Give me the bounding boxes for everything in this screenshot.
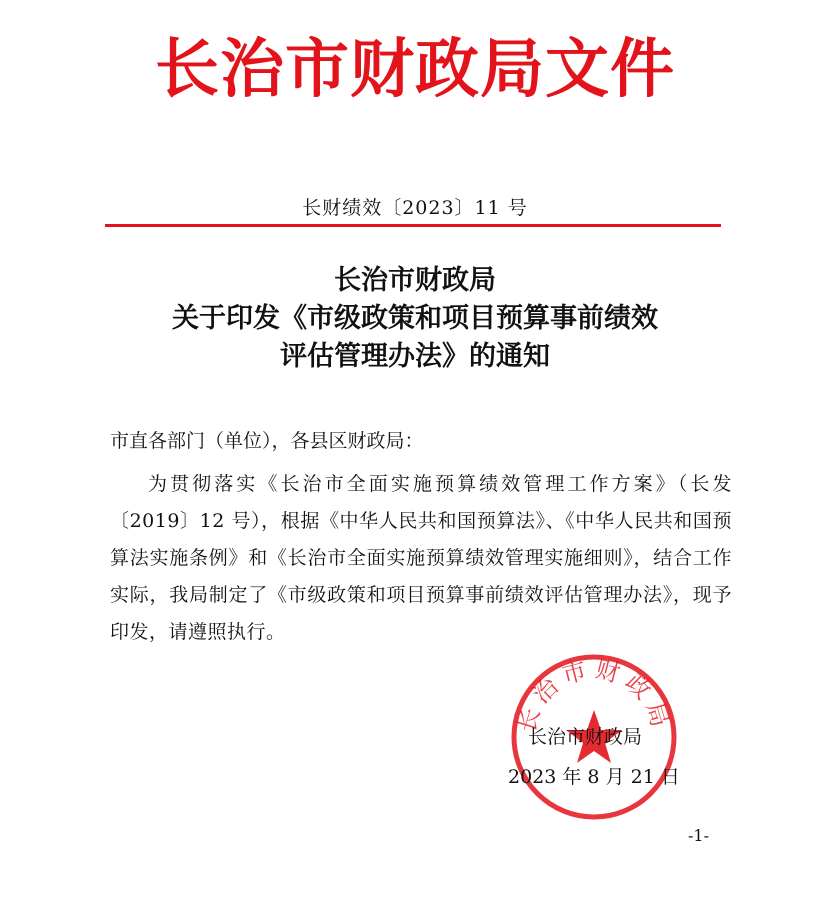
body-paragraph: 为贯彻落实《长治市全面实施预算绩效管理工作方案》（长发〔2019〕12 号），根据《中华人民共和国预算法》、《中华人民共和国预算法实施条例》和《长治市全面实施预算绩效管理实施细则》，结合工作实际，我局制定了《市级政策和项目预算事前绩效评估管理办法》，现予印发，请遵照执行。 (110, 473, 732, 643)
document-title (0, 262, 830, 376)
seal-text: 长治市财政局 (512, 654, 676, 736)
issue-date: 2023 年 8 月 21 日 (508, 766, 680, 788)
title-line-1: 长治市财政局 (334, 265, 496, 296)
issuer-name: 长治市财政局 (528, 726, 643, 748)
page-number: -1- (688, 826, 709, 845)
document-number: 长财绩效〔2023〕11 号 (302, 197, 528, 219)
red-separator-line (105, 224, 721, 227)
title-line-3: 评估管理办法》的通知 (280, 341, 550, 372)
salutation: 市直各部门（单位），各县区财政局： (110, 430, 424, 452)
document-masthead: 长治市财政局文件 (155, 32, 675, 107)
title-line-2: 关于印发《市级政策和项目预算事前绩效 (172, 303, 658, 334)
